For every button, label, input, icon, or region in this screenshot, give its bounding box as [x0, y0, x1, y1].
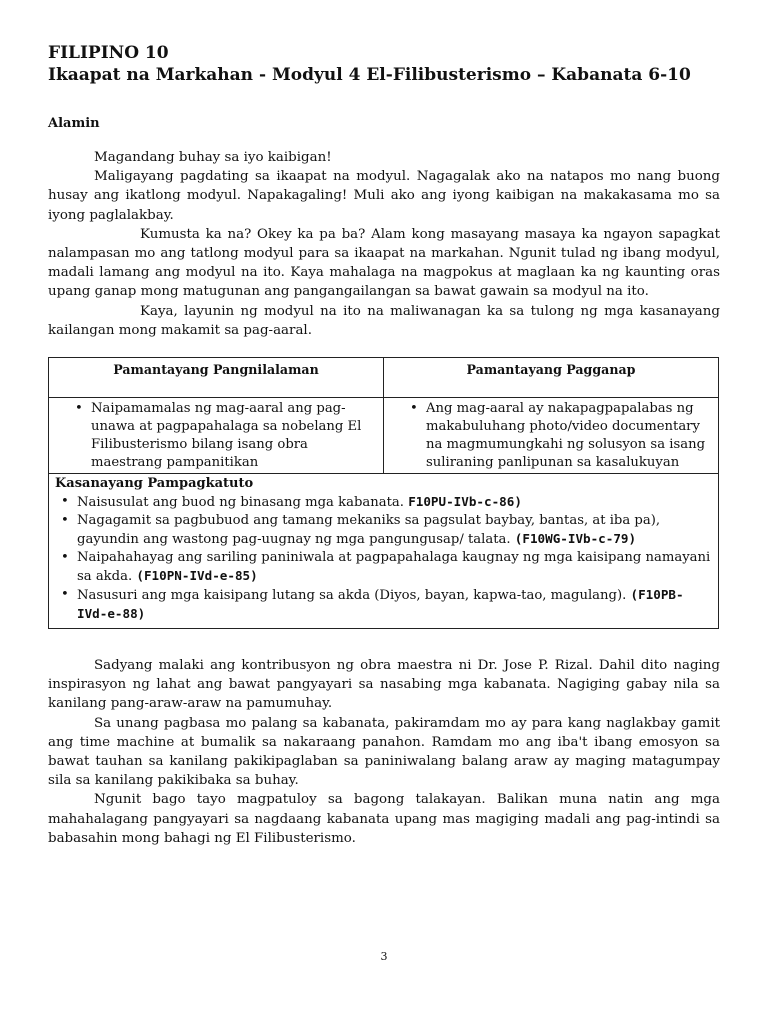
list-item: • Ang mag-aaral ay nakapagpapalabas ng makabuluhang photo/video documentary na magmumungkahi ng solusyon sa isang suliraning panlipunan sa kasalukuyan — [426, 400, 710, 472]
list-item — [77, 586, 712, 624]
intro-paragraph: Magandang buhay sa iyo kaibigan! — [94, 150, 332, 165]
list-item — [77, 493, 712, 512]
competency-code: (F10WG-IVb-c-79) — [514, 531, 637, 546]
performance-standard-header: Pamantayang Pagganap — [384, 358, 719, 398]
competency-code: (F10PB-IVd-e-88) — [77, 587, 684, 621]
competency-text: Nagagamit sa pagbubuod ang tamang mekaniks sa pagsulat baybay, bantas, at iba pa), gayundin ang wastong pag-uugnay ng mga pangungusap/ talata. — [77, 513, 661, 547]
closing-paragraph: Sadyang malaki ang kontribusyon ng obra maestra ni Dr. Jose P. Rizal. Dahil dito naging inspirasyon ng lahat ang bawat pangyayari sa nasabing mga kabanata. Nagiging gabay nila sa kanilang pang-araw-araw na pamumuhay. — [48, 658, 720, 712]
closing-paragraph: Sa unang pagbasa mo palang sa kabanata, pakiramdam mo ay para kang naglakbay gamit ang time machine at bumalik sa nakaraang panahon. Ramdam mo ang iba't ibang emosyon sa bawat tauhan sa kanilang pakikipaglaban sa paniniwalang balang araw ay maging matagumpay sila sa kanilang pakikibaka sa buhay. — [48, 715, 720, 789]
closing-paragraph: Ngunit bago tayo magpatuloy sa bagong talakayan. Balikan muna natin ang mga mahahalagang pangyayari sa nagdaang kabanata upang mas magiging madali ang pag-intindi sa babasahin mong bahagi ng El Filibusterismo. — [48, 792, 720, 846]
competency-text: Nasusuri ang mga kaisipang lutang sa akda (Diyos, bayan, kapwa-tao, magulang). — [77, 588, 627, 603]
list-item — [77, 512, 712, 549]
intro-paragraph: Kaya, layunin ng modyul na ito na maliwanagan ka sa tulong ng mga kasanayang kailangan mong makamit sa pag-aaral. — [48, 303, 720, 338]
intro-paragraph: Maligayang pagdating sa ikaapat na modyul. Nagagalak ako na natapos mo nang buong husay ang ikatlong modyul. Napakagaling! Muli ako ang iyong kaibigan na makakasama mo sa iyong paglalakbay. — [48, 169, 720, 223]
table-header-row — [49, 358, 719, 398]
subject-title: FILIPINO 10 — [48, 43, 169, 63]
intro-text — [48, 148, 720, 340]
content-standard-header: Pamantayang Pangnilalaman — [49, 358, 384, 398]
performance-standard-cell — [384, 398, 719, 474]
competency-code: (F10PN-IVd-e-85) — [136, 568, 258, 583]
closing-text — [48, 656, 720, 848]
competencies-cell — [49, 474, 719, 629]
module-header — [48, 42, 691, 86]
competencies-title: Kasanayang Pampagkatuto — [55, 476, 254, 491]
section-heading: Alamin — [48, 116, 100, 131]
intro-paragraph: Kumusta ka na? Okey ka pa ba? Alam kong masayang masaya ka ngayon sapagkat nalampasan mo ang tatlong modyul para sa ikaapat na markahan. Ngunit tulad ng ibang modyul, madali lamang ang modyul na ito. Kaya mahalaga na magpokus at maglaan ka ng kaunting oras upang ganap mong matugunan ang pangangailangan sa bawat gawain sa modyul na ito. — [48, 226, 720, 300]
standards-table — [48, 357, 719, 629]
competency-text: Naipahahayag ang sariling paniniwala at pagpapahalaga kaugnay ng mga kaisipang namayani sa akda. — [77, 550, 711, 584]
list-item — [77, 549, 712, 586]
module-title: Ikaapat na Markahan - Modyul 4 El-Filibusterismo – Kabanata 6-10 — [48, 65, 691, 85]
competency-code: F10PU-IVb-c-86) — [408, 494, 522, 509]
table-row — [49, 398, 719, 474]
competency-text: Naisusulat ang buod ng binasang mga kabanata. — [77, 495, 404, 510]
page-number: 3 — [380, 950, 388, 963]
table-row — [49, 474, 719, 629]
content-standard-cell — [49, 398, 384, 474]
list-item: • Naipamamalas ng mag-aaral ang pag-unawa at pagpapahalaga sa nobelang El Filibusterismo bilang isang obra maestrang pampanitikan — [91, 400, 375, 472]
